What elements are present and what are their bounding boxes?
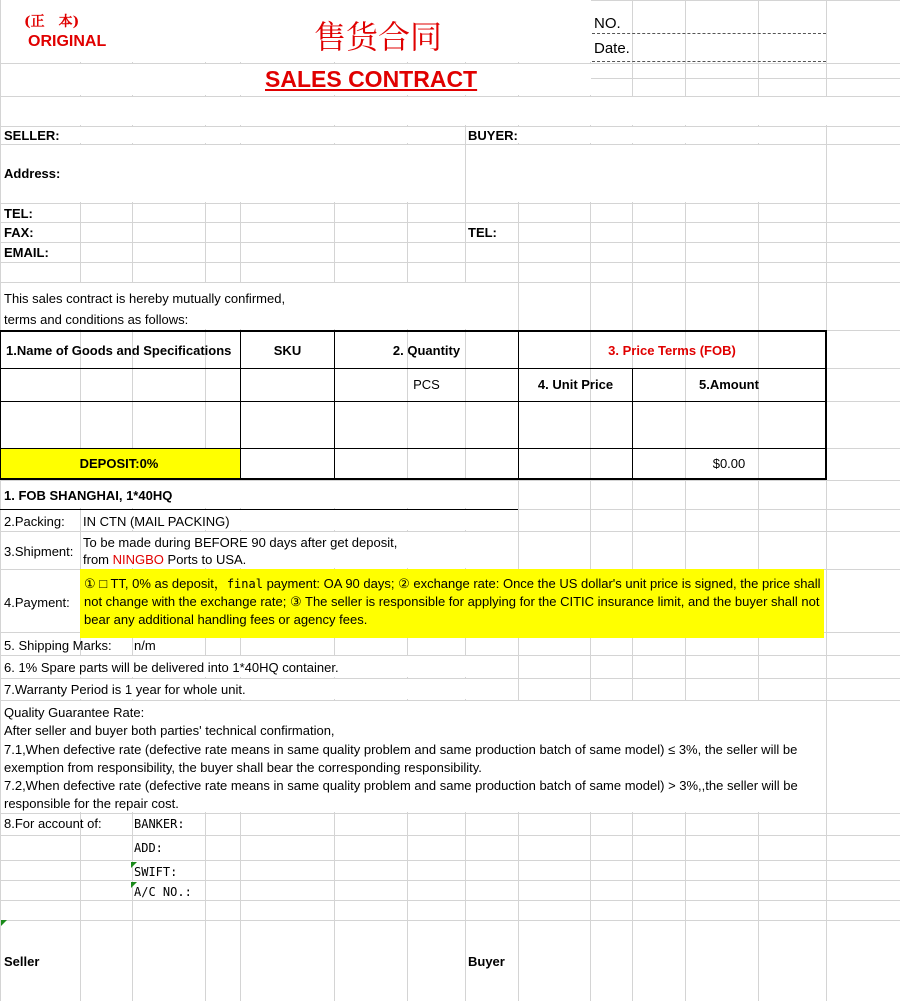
spare-parts: 6. 1% Spare parts will be delivered into 1*40HQ container.: [4, 660, 339, 675]
original-en-label: ORIGINAL: [28, 33, 107, 50]
quality-7-1: 7.1,When defective rate (defective rate means in same quality problem and same production batch of same model) ≤ 3%, the seller will be exemption from responsibility, the buyer shall bear the corresponding responsibility.: [4, 742, 798, 775]
address-label: Address:: [4, 166, 61, 181]
col-price-terms: 3. Price Terms (FOB): [608, 343, 736, 358]
buyer-signature-label: Buyer: [468, 954, 505, 969]
fob-term: 1. FOB SHANGHAI, 1*40HQ: [4, 488, 173, 503]
col-sku: SKU: [273, 343, 302, 358]
col-quantity: 2. Quantity: [392, 343, 461, 358]
payment-label: 4.Payment:: [4, 595, 70, 610]
col-name-of-goods: 1.Name of Goods and Specifications: [6, 343, 232, 358]
packing-label: 2.Packing:: [4, 514, 65, 529]
shipping-marks-label: 5. Shipping Marks:: [4, 638, 112, 653]
banker-label: BANKER:: [134, 817, 185, 831]
seller-label: SELLER:: [4, 128, 60, 143]
shipment-port: NINGBO: [112, 552, 164, 567]
ac-no-label: A/C NO.:: [134, 885, 192, 899]
seller-signature-label: Seller: [4, 954, 40, 969]
title-en: SALES CONTRACT: [265, 66, 478, 92]
intro-line-1: This sales contract is hereby mutually confirmed,: [4, 291, 286, 306]
shipment-label: 3.Shipment:: [4, 544, 74, 559]
deposit-amount: $0.00: [712, 456, 746, 471]
quality-7-2: 7.2,When defective rate (defective rate means in same quality problem and same production batch of same model) > 3%,,the seller will be responsible for the repair cost.: [4, 778, 798, 811]
original-cn-label: (正 本): [24, 14, 80, 30]
email-label: EMAIL:: [4, 245, 49, 260]
bank-add-label: ADD:: [134, 841, 163, 855]
payment-terms: ① □ TT, 0% as deposit，final payment: OA 90 days; ② exchange rate: Once the US dollar's unit price is signed, the price shall not change with the exchange rate; ③ The seller is responsible for applying for the CITIC insurance limit, and the buyer shall not bear any additional handling fees or agency fees.: [80, 569, 824, 638]
fax-label: FAX:: [4, 225, 34, 240]
packing-value: IN CTN (MAIL PACKING): [83, 514, 230, 529]
warranty: 7.Warranty Period is 1 year for whole unit.: [4, 682, 246, 697]
contract-no-label: NO.: [594, 15, 621, 32]
tel-label: TEL:: [4, 206, 33, 221]
quality-title: Quality Guarantee Rate:: [4, 705, 145, 720]
shipment-line-2: from NINGBO Ports to USA.: [83, 552, 247, 567]
account-label: 8.For account of:: [4, 816, 102, 831]
swift-label: SWIFT:: [134, 865, 178, 879]
col-unit-price: 4. Unit Price: [537, 377, 614, 392]
buyer-tel-label: TEL:: [468, 225, 497, 240]
quality-intro: After seller and buyer both parties' technical confirmation,: [4, 723, 335, 738]
contract-date-label: Date.: [594, 40, 630, 57]
unit-pcs: PCS: [413, 377, 440, 392]
buyer-label: BUYER:: [468, 128, 518, 143]
shipment-line-1: To be made during BEFORE 90 days after get deposit,: [83, 535, 398, 550]
col-amount: 5.Amount: [699, 377, 759, 392]
title-cn: 售货合同: [314, 18, 443, 56]
intro-line-2: terms and conditions as follows:: [4, 312, 189, 327]
deposit-label: DEPOSIT:0%: [79, 456, 159, 471]
shipping-marks-value: n/m: [134, 638, 156, 653]
